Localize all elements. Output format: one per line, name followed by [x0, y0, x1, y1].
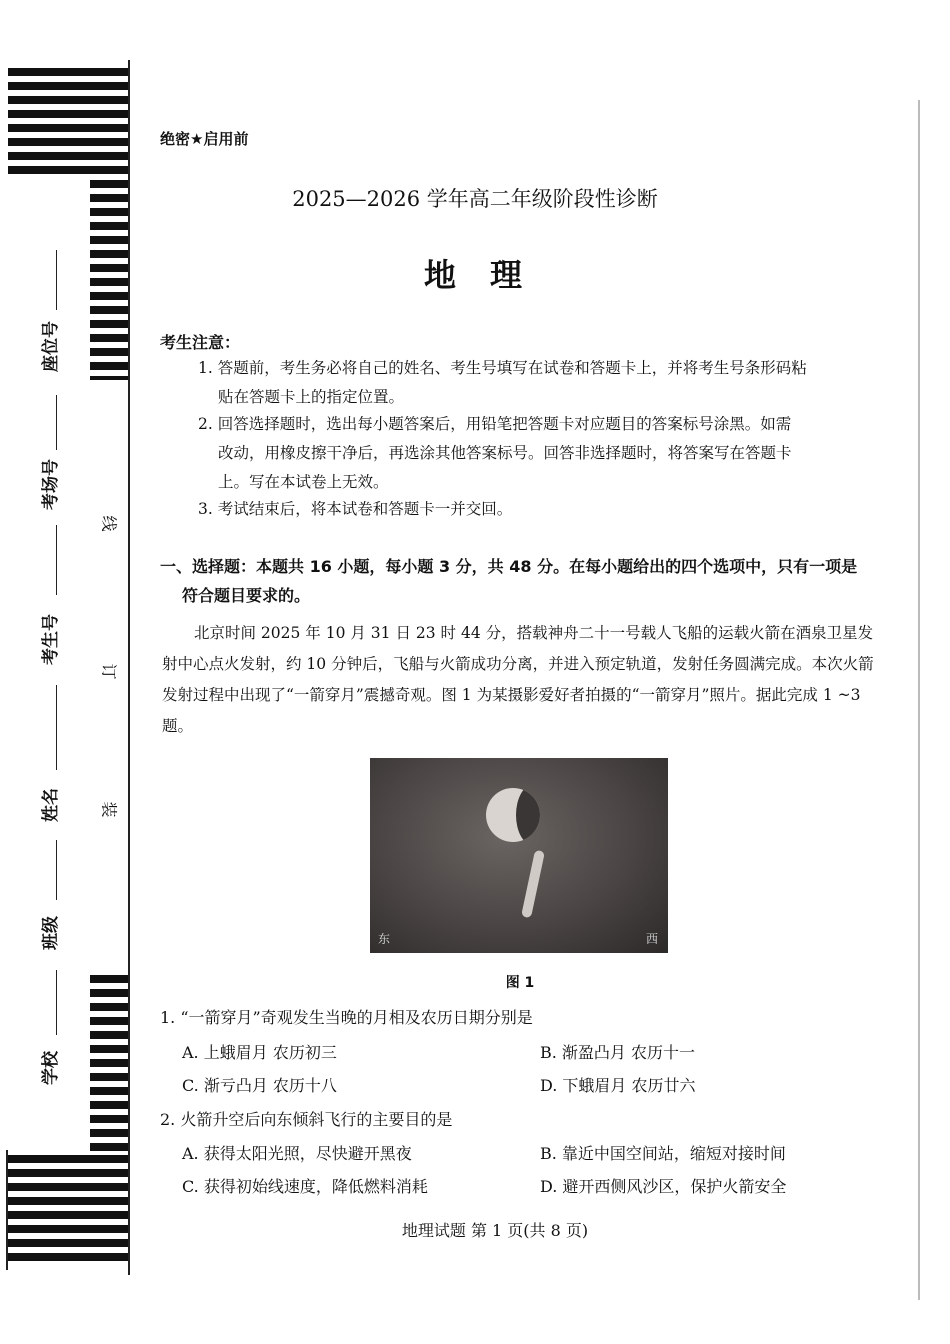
notice-item-1 [198, 354, 888, 412]
notice-heading: 考生注意： [160, 333, 241, 352]
question-2-option-a: A. 获得太阳光照，尽快避开黑夜 [182, 1144, 412, 1163]
question-2-option-d: D. 避开西侧风沙区，保护火箭安全 [540, 1177, 787, 1196]
question-1-stem: 1. “一箭穿月”奇观发生当晚的月相及农历日期分别是 [160, 1008, 533, 1027]
question-2-option-b: B. 靠近中国空间站，缩短对接时间 [540, 1144, 786, 1163]
section-heading-line1: 一、选择题：本题共 16 小题，每小题 3 分，共 48 分。在每小题给出的四个选项中，只有一项是 [160, 557, 858, 576]
question-2-option-c: C. 获得初始线速度，降低燃料消耗 [182, 1177, 428, 1196]
question-passage: 北京时间 2025 年 10 月 31 日 23 时 44 分，搭载神舟二十一号载人飞船的运载火箭在酒泉卫星发射中心点火发射，约 10 分钟后，飞船与火箭成功分离，并进入预定轨道，发射任务圆满完成。本次火箭发射过程中出现了“一箭穿月”震撼奇观。图 1 为某摄影爱好者拍摄的“一箭穿月”照片。据此完成 1 ~3 题。 [162, 624, 874, 735]
question-1-option-c: C. 渐亏凸月 农历十八 [182, 1076, 337, 1095]
bind-seal-char: 装 [99, 801, 119, 818]
notice-item-2-line3: 上。写在本试卷上无效。 [218, 473, 389, 491]
photo-label-west: 西 [645, 932, 658, 946]
moon-image [486, 788, 540, 842]
question-2-stem: 2. 火箭升空后向东倾斜飞行的主要目的是 [160, 1110, 453, 1129]
exam-title: 2025—2026 学年高二年级阶段性诊断 [292, 187, 658, 211]
rocket-image [521, 850, 545, 919]
binding-stripes-bottom [8, 1155, 128, 1265]
section-heading [160, 552, 890, 610]
name-field[interactable] [56, 685, 57, 770]
question-1-option-a: A. 上蛾眉月 农历初三 [182, 1043, 337, 1062]
rocket-moon-photo [370, 758, 668, 953]
class-field[interactable] [56, 840, 57, 900]
name-label: 姓名 [41, 788, 61, 822]
binding-line-left [6, 1150, 8, 1270]
candidate-no-label: 考生号 [41, 614, 61, 665]
notice-item-1-line2: 贴在答题卡上的指定位置。 [218, 388, 405, 406]
notice-item-2 [198, 410, 888, 497]
confidential-mark: 绝密★启用前 [160, 130, 249, 148]
notice-item-3-line1: 3. 考试结束后，将本试卷和答题卡一并交回。 [198, 500, 513, 518]
candidate-no-field[interactable] [56, 525, 57, 595]
binding-stripes-bottom-inner [90, 975, 128, 1155]
notice-item-1-line1: 1. 答题前，考生务必将自己的姓名、考生号填写在试卷和答题卡上，并将考生号条形码粘 [198, 359, 807, 377]
notice-item-2-line2: 改动，用橡皮擦干净后，再选涂其他答案标号。回答非选择题时，将答案写在答题卡 [218, 444, 792, 462]
figure-caption: 图 1 [505, 975, 535, 991]
exam-room-field[interactable] [56, 395, 57, 450]
page-footer: 地理试题 第 1 页(共 8 页) [401, 1221, 589, 1240]
question-1-option-b: B. 渐盈凸月 农历十一 [540, 1043, 696, 1062]
bind-line-char: 线 [99, 515, 119, 532]
subject-title: 地理 [423, 256, 556, 294]
bind-staple-char: 订 [99, 663, 119, 680]
class-label: 班级 [41, 916, 61, 950]
school-label: 学校 [41, 1051, 61, 1085]
seat-no-label: 座位号 [41, 321, 61, 372]
notice-item-2-line1: 2. 回答选择题时，选出每小题答案后，用铅笔把答题卡对应题目的答案标号涂黑。如需 [198, 415, 792, 433]
binding-stripes-top [8, 68, 128, 180]
photo-label-east: 东 [378, 932, 391, 946]
notice-item-3 [198, 495, 888, 524]
question-1-option-d: D. 下蛾眉月 农历廿六 [540, 1076, 696, 1095]
binding-line [128, 60, 130, 1275]
section-heading-line2: 符合题目要求的。 [182, 586, 311, 605]
exam-room-label: 考场号 [41, 459, 61, 510]
